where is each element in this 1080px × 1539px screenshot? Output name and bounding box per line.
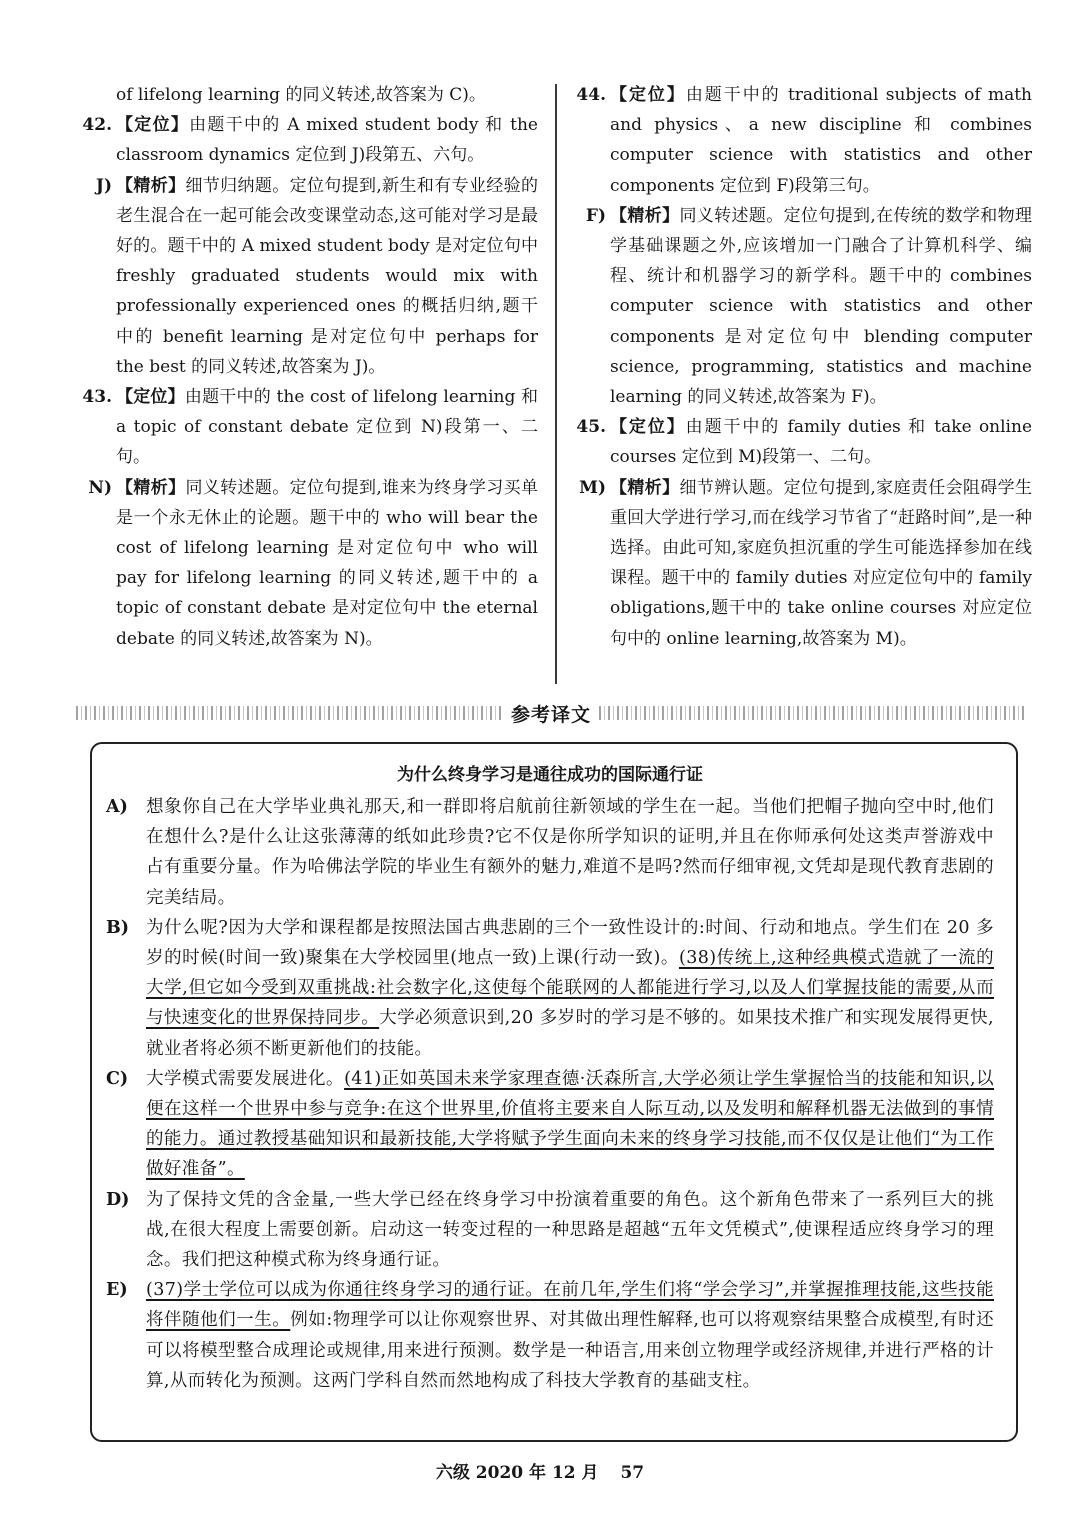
left-column xyxy=(78,80,538,688)
decorative-pattern-left xyxy=(76,706,503,720)
underlined-answer-38: (38)传统上,这种经典模式造就了一流的大学,但它如今受到双重挑战:社会数字化,这使每个能联网的人都能进行学习,以及人们掌握技能的需要,从而与快速变化的世界保持同步。 xyxy=(146,948,995,1029)
entry-m-analysis xyxy=(572,473,1032,654)
column-divider xyxy=(555,84,557,684)
paragraph-text: 大学必须意识到,20 多岁时的学习是不够的。如果技术推广和实现发展得更快,就业者将必须不断更新他们的技能。 xyxy=(146,1008,994,1059)
paragraph-text: 为什么呢?因为大学和课程都是按照法国古典悲剧的三个一致性设计的:时间、行动和地点。学生们在 20 多岁的时候(时间一致)聚集在大学校园里(地点一致)上课(行动一致)。 xyxy=(146,917,994,969)
underlined-answer-41: (41)正如英国未来学家理查德·沃森所言,大学必须让学生掌握恰当的技能和知识,以便在这样一个世界中参与竞争:在这个世界里,价值将主要来自人际互动,以及发明和解释机器无法做到的事情的能力。通过教授基础知识和最新技能,大学将赋予学生面向未来的终身学习技能,而不仅仅是让他们“为工作做好准备”。 xyxy=(146,1068,995,1180)
paragraph-text: 想象你自己在大学毕业典礼那天,和一群即将启航前往新领域的学生在一起。当他们把帽子抛向空中时,他们在想什么?是什么让这张薄薄的纸如此珍贵?它不仅是你所学知识的证明,并且在你师承何处这类声誉游戏中占有重要分量。作为哈佛法学院的毕业生有额外的魅力,难道不是吗?然而仔细审视,文凭却是现代教育悲剧的完美结局。 xyxy=(146,797,994,908)
entry-tag: 【定位】 xyxy=(610,85,686,105)
entry-f-analysis xyxy=(572,201,1032,412)
decorative-pattern-right xyxy=(599,706,1026,720)
paragraph-label: D) xyxy=(106,1189,130,1210)
entry-label: F) xyxy=(585,205,606,226)
paragraph-label: C) xyxy=(106,1068,129,1089)
section-title: 参考译文 xyxy=(511,703,592,726)
right-column xyxy=(572,80,1032,688)
paragraph-label: A) xyxy=(106,797,128,817)
entry-label: 45. xyxy=(576,417,606,438)
paragraph-a xyxy=(106,792,994,913)
entry-label: 44. xyxy=(576,85,606,105)
entry-j-analysis xyxy=(78,171,538,382)
page-footer xyxy=(0,1458,1080,1483)
entry-tag: 【定位】 xyxy=(116,387,185,408)
paragraph-b xyxy=(106,913,994,1064)
answer-explanations xyxy=(78,80,1038,688)
entry-text: 细节归纳题。定位句提到,新生和有专业经验的老生混合在一起可能会改变课堂动态,这可能对学习是最好的。题干中的 A mixed student body 是对定位句中 freshly graduated students would mix with professionally experienced ones 的概括归纳,题干中的 benefit learning 是对定位句中 perhaps for the best 的同义转述,故答案为 J)。 xyxy=(116,175,539,377)
entry-tag: 【定位】 xyxy=(116,115,190,136)
entry-tag: 【精析】 xyxy=(116,175,186,196)
paragraph-text: 大学模式需要发展进化。 xyxy=(146,1068,345,1089)
translation-title: 为什么终身学习是通往成功的国际通行证 xyxy=(397,765,703,785)
entry-41-continued xyxy=(78,80,538,110)
exam-name: 六级 2020 年 12 月 xyxy=(435,1463,599,1483)
entry-text: 由题干中的 the cost of lifelong learning 和 a topic of constant debate 定位到 N)段第一、二句。 xyxy=(116,387,539,468)
translation-box xyxy=(90,742,1018,1442)
entry-text: of lifelong learning 的同义转述,故答案为 C)。 xyxy=(116,85,486,105)
underlined-answer-37: (37)学士学位可以成为你通往终身学习的通行证。在前几年,学生们将“学会学习”,并掌握推理技能,这些技能将伴随他们一生。 xyxy=(146,1280,994,1331)
paragraph-text: 例如:物理学可以让你观察世界、对其做出理性解释,也可以将观察结果整合成模型,有时还可以将模型整合成理论或规律,用来进行预测。数学是一种语言,用来创立物理学或经济规律,并进行严格的计算,从而转化为预测。这两门学科自然而然地构成了科技大学教育的基础支柱。 xyxy=(146,1310,994,1391)
entry-label: 43. xyxy=(82,387,112,408)
entry-text: 同义转述题。定位句提到,在传统的数学和物理学基础课题之外,应该增加一门融合了计算机科学、编程、统计和机器学习的新学科。题干中的 combines computer science with statistics and other components 是对定位句中 blending computer science, programming, statistics and machine learning 的同义转述,故答案为 F)。 xyxy=(610,205,1033,408)
paragraph-label: E) xyxy=(106,1280,128,1301)
entry-42-locate xyxy=(78,110,538,170)
entry-45-locate xyxy=(572,412,1032,472)
section-header-band xyxy=(76,698,1026,728)
entry-label: 42. xyxy=(82,115,112,136)
paragraph-e xyxy=(106,1275,994,1396)
entry-n-analysis xyxy=(78,473,538,654)
entry-tag: 【定位】 xyxy=(610,417,686,438)
paragraph-d xyxy=(106,1185,994,1276)
entry-label: M) xyxy=(579,477,606,498)
entry-tag: 【精析】 xyxy=(610,477,680,498)
entry-label: N) xyxy=(88,477,112,498)
paragraph-label: B) xyxy=(106,917,130,938)
entry-text: 细节辨认题。定位句提到,家庭责任会阻碍学生重回大学进行学习,而在线学习节省了“赶路时间”,是一种选择。由此可知,家庭负担沉重的学生可能选择参加在线课程。题干中的 family duties 对应定位句中的 family obligations,题干中的 take online courses 对应定位句中的 online learning,故答案为 M)。 xyxy=(610,477,1033,649)
entry-tag: 【精析】 xyxy=(610,205,680,226)
entry-43-locate xyxy=(78,382,538,473)
paragraph-text: 为了保持文凭的含金量,一些大学已经在终身学习中扮演着重要的角色。这个新角色带来了一系列巨大的挑战,在很大程度上需要创新。启动这一转变过程的一种思路是超越“五年文凭模式”,使课程适应终身学习的理念。我们把这种模式称为终身通行证。 xyxy=(146,1189,994,1271)
entry-tag: 【精析】 xyxy=(116,477,186,498)
entry-44-locate xyxy=(572,80,1032,201)
entry-text: 同义转述题。定位句提到,谁来为终身学习买单是一个永无休止的论题。题干中的 who will bear the cost of lifelong learning 是对定位句中 who will pay for lifelong learning 的同义转述,题干中的 a topic of constant debate 是对定位句中 the eternal debate 的同义转述,故答案为 N)。 xyxy=(116,477,539,649)
entry-text: 由题干中的 family duties 和 take online courses 定位到 M)段第一、二句。 xyxy=(610,417,1033,468)
page-number: 57 xyxy=(620,1463,645,1483)
entry-text: 由题干中的 A mixed student body 和 the classroom dynamics 定位到 J)段第五、六句。 xyxy=(116,115,538,166)
paragraph-c xyxy=(106,1064,994,1185)
entry-text: 由题干中的 traditional subjects of math and physics、a new discipline 和 combines computer science with statistics and other components 定位到 F)段第三句。 xyxy=(610,85,1033,196)
entry-label: J) xyxy=(95,175,112,196)
